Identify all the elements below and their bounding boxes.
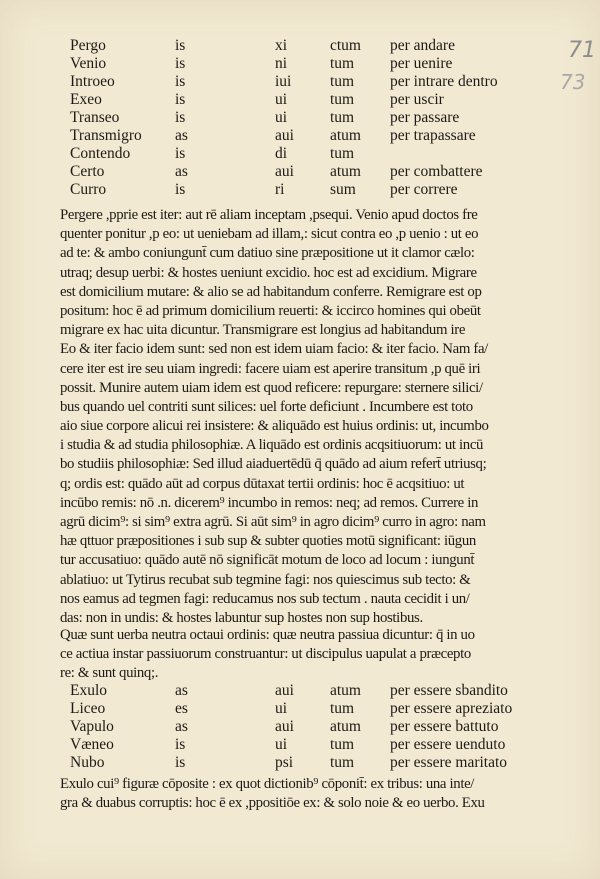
perfect-ending: di — [275, 145, 288, 162]
verb-ending: is — [175, 91, 186, 108]
verb-lemma: Exeo — [70, 91, 102, 108]
italian-gloss: per correre — [390, 181, 458, 198]
conjugation-row — [70, 736, 520, 754]
paragraph-2 — [60, 626, 550, 684]
verb-ending: is — [175, 73, 186, 90]
supine-ending: atum — [330, 718, 361, 735]
text-line: possit. Munire autem uiam idem est quod reficere: repurgare: sternere silici/ — [60, 379, 483, 396]
conjugation-row — [70, 700, 520, 718]
italian-gloss: per essere battuto — [390, 718, 499, 735]
paragraph-3 — [60, 775, 550, 813]
text-line: utraq; desup uerbi: & hostes ueniunt excidio. hoc est ad excidium. Migrare — [60, 264, 477, 281]
text-line: ad te: & ambo coniungunt̄ cum datiuo sine præpositione ut it clamor cælo: — [60, 245, 475, 262]
text-line: incūbo remis: nō .n. dicerem⁹ incumbo in remos: neq; ad remos. Currere in — [60, 494, 479, 511]
verb-ending: as — [175, 718, 188, 735]
conjugation-row — [70, 37, 520, 55]
perfect-ending: ui — [275, 109, 288, 126]
conjugation-row — [70, 127, 520, 145]
conjugation-row — [70, 55, 520, 73]
conjugation-row — [70, 163, 520, 181]
supine-ending: ctum — [330, 37, 361, 54]
supine-ending: tum — [330, 55, 355, 72]
verb-lemma: Certo — [70, 163, 105, 180]
supine-ending: atum — [330, 127, 361, 144]
conjugation-row — [70, 91, 520, 109]
paragraph-1 — [60, 206, 550, 628]
verb-lemma: Venio — [70, 55, 107, 72]
text-line: quenter ponitur ,p eo: ut ueniebam ad illam,: sicut contra eo ,p uenio : ut eo — [60, 226, 479, 243]
verb-ending: is — [175, 37, 186, 54]
supine-ending: atum — [330, 682, 361, 699]
conjugation-row — [70, 73, 520, 91]
text-line: tur accusatiuo: quādo autē nō significāt motum de loco ad locum : iungunt̄ — [60, 552, 475, 569]
text-line: agrū dicim⁹: si sim⁹ extra agrū. Si aūt sim⁹ in agro dicim⁹ curro in agro: nam — [60, 514, 486, 530]
conjugation-row — [70, 181, 520, 199]
text-line: das: non in undis: & hostes labuntur sup hostes non sup hostibus. — [60, 609, 423, 626]
supine-ending: sum — [330, 181, 356, 198]
text-line: hæ qttuor præpositiones i sub sup & subter quoties motū significant: iūgun — [60, 533, 476, 550]
supine-ending: atum — [330, 163, 361, 180]
conjugation-row — [70, 145, 520, 163]
pencil-page-number: 71 — [568, 38, 596, 63]
verb-lemma: Pergo — [70, 37, 106, 54]
text-line: nos eamus ad tegmen fagi: reducamus nos sub tectum . nauta cecidit i un/ — [60, 590, 470, 607]
supine-ending: tum — [330, 73, 355, 90]
text-line: migrare ex hac uita dicuntur. Transmigrare est longius ad habitandum ire — [60, 322, 466, 339]
perfect-ending: ui — [275, 700, 288, 717]
conjugation-table-1 — [70, 37, 520, 199]
text-line: q; ordis est: quādo aūt ad corpus dūtaxat tertii ordinis: hoc ē acqsitiuo: ut — [60, 475, 465, 492]
italian-gloss: per passare — [390, 109, 460, 126]
text-line: aio siue corpore alicui rei insistere: & aliquādo est huius ordinis: ut, incumbo — [60, 418, 489, 435]
text-line: bo studiis philosophiæ: Sed illud aiaduertēdū q̄ quādo ad aium refert̄ utriusq; — [60, 456, 487, 473]
perfect-ending: aui — [275, 718, 294, 735]
verb-lemma: Curro — [70, 181, 107, 198]
verb-lemma: Exulo — [70, 682, 108, 699]
verb-lemma: Liceo — [70, 700, 106, 717]
perfect-ending: ui — [275, 91, 288, 108]
italian-gloss: per combattere — [390, 163, 483, 180]
perfect-ending: psi — [275, 754, 294, 771]
perfect-ending: xi — [275, 37, 288, 54]
perfect-ending: aui — [275, 163, 294, 180]
verb-ending: as — [175, 682, 188, 699]
text-line: positum: hoc ē ad primum domicilium reuerti: & iccirco homines qui obeūt — [60, 302, 481, 319]
text-line: Eo & iter facio idem sunt: sed non est idem uiam facio: & iter facio. Nam fa/ — [60, 341, 488, 358]
italian-gloss: per andare — [390, 37, 455, 54]
verb-lemma: Introeo — [70, 73, 115, 90]
verb-lemma: Contendo — [70, 145, 131, 162]
italian-gloss — [390, 145, 520, 163]
verb-lemma: Transmigro — [70, 127, 142, 144]
italian-gloss: per trapassare — [390, 127, 476, 144]
text-line: ablatiuo: ut Tytirus recubat sub tegmine fagi: nos quiescimus sub tecto: & — [60, 571, 471, 588]
supine-ending: tum — [330, 109, 355, 126]
supine-ending: tum — [330, 91, 355, 108]
verb-ending: is — [175, 109, 186, 126]
text-line: ce actiua instar passiuorum construantur: ut discipulus uapulat a præcepto — [60, 646, 471, 663]
conjugation-row — [70, 718, 520, 736]
conjugation-table-2 — [70, 682, 520, 772]
perfect-ending: iui — [275, 73, 292, 90]
perfect-ending: aui — [275, 682, 294, 699]
verb-lemma: Nubo — [70, 754, 105, 771]
supine-ending: tum — [330, 754, 355, 771]
italian-gloss: per uscir — [390, 91, 444, 108]
perfect-ending: ui — [275, 736, 288, 753]
text-line: Quæ sunt uerba neutra octaui ordinis: quæ neutra passiua dicuntur: q̄ in uo — [60, 627, 475, 643]
verb-ending: is — [175, 754, 186, 771]
verb-lemma: Væneo — [70, 736, 114, 753]
italian-gloss: per essere apreziato — [390, 700, 513, 717]
conjugation-row — [70, 682, 520, 700]
verb-lemma: Transeo — [70, 109, 120, 126]
perfect-ending: ri — [275, 181, 285, 198]
verb-ending: is — [175, 181, 186, 198]
verb-ending: as — [175, 163, 188, 180]
verb-ending: as — [175, 127, 188, 144]
text-line: est domicilium mutare: & alio se ad habitandum conferre. Remigrare est op — [60, 283, 482, 300]
conjugation-row — [70, 109, 520, 127]
italian-gloss: per essere uenduto — [390, 736, 506, 753]
conjugation-row — [70, 754, 520, 772]
perfect-ending: ni — [275, 55, 288, 72]
text-line: gra & duabus corruptis: hoc ē ex ,ppositiōe ex: & solo noie & eo uerbo. Exu — [60, 795, 485, 812]
italian-gloss: per essere sbandito — [390, 682, 508, 699]
verb-ending: es — [175, 700, 188, 717]
italian-gloss: per intrare dentro — [390, 73, 498, 90]
italian-gloss: per essere maritato — [390, 754, 508, 771]
verb-lemma: Vapulo — [70, 718, 114, 735]
verb-ending: is — [175, 736, 186, 753]
text-line: Exulo cui⁹ figuræ cōposite : ex quot dictionib⁹ cōponit̄: ex tribus: una inte/ — [60, 776, 475, 792]
text-line: cere iter est ire seu uiam ingredi: facere uiam est aperire transitum ,p quē iri — [60, 360, 481, 377]
italian-gloss: per uenire — [390, 55, 453, 72]
text-line: i studia & ad studia philosophiæ. A liquādo est ordinis acqsitiuorum: ut incū — [60, 437, 484, 454]
supine-ending: tum — [330, 736, 355, 753]
supine-ending: tum — [330, 700, 355, 717]
text-line: re: & sunt quinq;. — [60, 665, 159, 682]
text-line: Pergere ,pprie est iter: aut rē aliam inceptam ,psequi. Venio apud doctos fre — [60, 207, 478, 223]
perfect-ending: aui — [275, 127, 294, 144]
verb-ending: is — [175, 145, 186, 162]
pencil-page-number-secondary: 73 — [560, 70, 586, 94]
text-line: bus quando uel contriti sunt silices: uel forte deficiunt . Incumbere est toto — [60, 398, 473, 415]
supine-ending: tum — [330, 145, 355, 162]
verb-ending: is — [175, 55, 186, 72]
